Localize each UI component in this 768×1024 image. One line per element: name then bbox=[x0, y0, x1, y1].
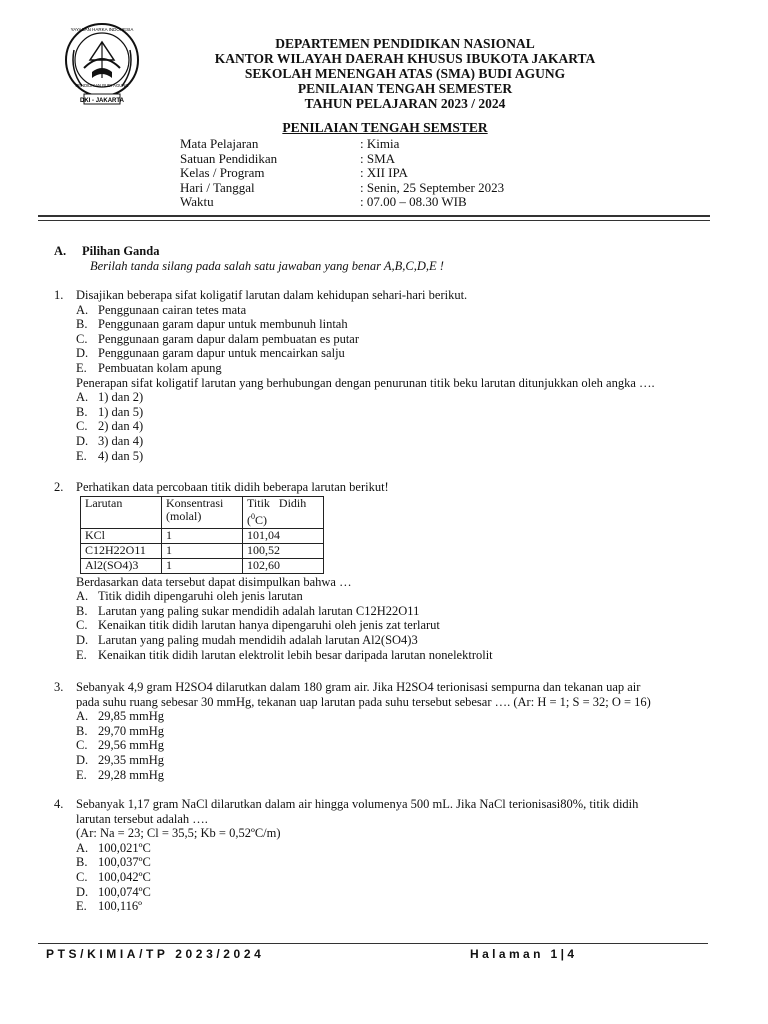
item-letter: C. bbox=[76, 331, 88, 346]
info-value: : SMA bbox=[360, 150, 396, 166]
question-constants: (Ar: Na = 23; Cl = 35,5; Kb = 0,52ºC/m) bbox=[76, 826, 281, 841]
item-letter: D. bbox=[76, 346, 89, 361]
option-letter: D. bbox=[76, 433, 89, 448]
question-prompt: Berdasarkan data tersebut dapat disimpulkan bahwa … bbox=[76, 574, 352, 589]
item-text: Penggunaan garam dapur untuk mencairkan salju bbox=[98, 346, 345, 361]
header-line-5: TAHUN PELAJARAN 2023 / 2024 bbox=[304, 96, 506, 111]
list-item bbox=[76, 361, 724, 376]
option-text: 100,037ºC bbox=[98, 855, 151, 870]
item-text: Penggunaan garam dapur untuk membunuh lintah bbox=[98, 317, 348, 332]
answer-option[interactable] bbox=[76, 768, 724, 783]
question-4 bbox=[54, 797, 724, 914]
header-line-4: PENILAIAN TENGAH SEMESTER bbox=[297, 81, 513, 96]
info-key: Kelas / Program bbox=[180, 165, 265, 180]
section-num: A. bbox=[54, 244, 67, 258]
option-letter: A. bbox=[76, 589, 89, 604]
exam-title: PENILAIAN TENGAH SEMSTER bbox=[282, 120, 488, 135]
question-prompt: Penerapan sifat koligatif larutan yang berhubungan dengan penurunan titik beku larutan ditunjukkan oleh angka …. bbox=[76, 375, 655, 390]
logo-ring-bottom: DKI - JAKARTA bbox=[80, 98, 124, 104]
option-text: Kenaikan titik didih larutan elektrolit lebih besar daripada larutan nonelektrolit bbox=[98, 647, 493, 662]
table-row bbox=[81, 528, 324, 543]
info-key: Hari / Tanggal bbox=[180, 179, 255, 195]
option-text: 1) dan 2) bbox=[98, 390, 144, 405]
option-letter: B. bbox=[76, 723, 88, 738]
table-cell: KCl bbox=[81, 528, 162, 543]
question-text: Sebanyak 4,9 gram H2SO4 dilarutkan dalam 180 gram air. Jika H2SO4 terionisasi sempurna dan tekanan uap air bbox=[76, 680, 641, 694]
option-text: Larutan yang paling sukar mendidih adalah larutan C12H22O11 bbox=[98, 603, 420, 618]
answer-option[interactable] bbox=[76, 870, 724, 885]
answer-option[interactable] bbox=[76, 841, 724, 856]
option-text: 29,28 mmHg bbox=[98, 767, 164, 782]
option-text: 29,85 mmHg bbox=[98, 709, 164, 724]
table-row bbox=[81, 543, 324, 558]
option-letter: B. bbox=[76, 404, 88, 419]
option-letter: C. bbox=[76, 738, 88, 753]
option-letter: A. bbox=[76, 390, 89, 405]
table-cell: 102,60 bbox=[243, 558, 324, 573]
answer-option[interactable] bbox=[76, 724, 724, 739]
option-text: Titik didih dipengaruhi oleh jenis larutan bbox=[98, 589, 303, 604]
footer-code: PTS/KIMIA/TP 2023/2024 bbox=[46, 947, 265, 961]
option-letter: A. bbox=[76, 709, 89, 724]
item-text: Penggunaan garam dapur dalam pembuatan es putar bbox=[98, 331, 360, 346]
header-line bbox=[247, 510, 319, 528]
table-cell: Al2(SO4)3 bbox=[81, 558, 162, 573]
item-letter: E. bbox=[76, 360, 87, 375]
question-number: 4. bbox=[54, 797, 64, 811]
option-letter: E. bbox=[76, 767, 87, 782]
section-title: Pilihan Ganda bbox=[82, 244, 160, 258]
answer-option[interactable] bbox=[76, 855, 724, 870]
header-line-3: SEKOLAH MENENGAH ATAS (SMA) BUDI AGUNG bbox=[244, 66, 566, 81]
info-key: Mata Pelajaran bbox=[180, 136, 259, 151]
answer-option[interactable] bbox=[76, 633, 724, 648]
info-row bbox=[180, 195, 504, 210]
option-text: 4) dan 5) bbox=[98, 448, 144, 463]
question-2 bbox=[54, 480, 724, 662]
item-text: Penggunaan cairan tetes mata bbox=[98, 302, 247, 317]
option-letter: E. bbox=[76, 899, 87, 914]
section-heading bbox=[54, 244, 159, 259]
header-line-2: KANTOR WILAYAH DAERAH KHUSUS IBUKOTA JAKARTA bbox=[214, 51, 596, 66]
table-cell: 100,52 bbox=[243, 543, 324, 558]
option-text: 29,35 mmHg bbox=[98, 752, 164, 767]
data-table bbox=[80, 496, 324, 574]
option-text: Larutan yang paling mudah mendidih adalah larutan Al2(SO4)3 bbox=[98, 632, 418, 647]
table-cell: 1 bbox=[162, 543, 243, 558]
divider-thick bbox=[38, 215, 710, 217]
divider-thin bbox=[38, 220, 710, 221]
item-letter: A. bbox=[76, 302, 89, 317]
item-letter: B. bbox=[76, 317, 88, 332]
option-letter: E. bbox=[76, 448, 87, 463]
question-text: Sebanyak 1,17 gram NaCl dilarutkan dalam air hingga volumenya 500 mL. Jika NaCl terionisasi80%, titik didih bbox=[76, 797, 639, 811]
header-line: Konsentrasi bbox=[166, 495, 224, 510]
table-cell: 1 bbox=[162, 528, 243, 543]
info-value: : 07.00 – 08.30 WIB bbox=[360, 194, 467, 209]
answer-option[interactable] bbox=[76, 405, 724, 420]
question-text: Perhatikan data percobaan titik didih beberapa larutan berikut! bbox=[76, 480, 389, 494]
option-letter: D. bbox=[76, 884, 89, 899]
header-line: (molal) bbox=[166, 509, 202, 524]
table-cell: C12H22O11 bbox=[81, 543, 162, 558]
option-letter: A. bbox=[76, 840, 89, 855]
option-letter: E. bbox=[76, 647, 87, 662]
logo-ring-mid: PENDIDIKAN BUDI AGUNG bbox=[75, 83, 129, 88]
info-value: : Senin, 25 September 2023 bbox=[360, 179, 505, 195]
logo-ring-top: YAYASAN HARKA INDONESIA bbox=[70, 27, 134, 32]
unit-close: C) bbox=[255, 513, 267, 528]
exam-info bbox=[180, 137, 504, 210]
answer-option[interactable] bbox=[76, 589, 724, 604]
answer-option[interactable] bbox=[76, 419, 724, 434]
table-cell: 101,04 bbox=[243, 528, 324, 543]
option-text: Kenaikan titik didih larutan hanya dipengaruhi oleh jenis zat terlarut bbox=[98, 618, 440, 633]
answer-option[interactable] bbox=[76, 434, 724, 449]
letterhead bbox=[190, 36, 620, 111]
info-row bbox=[180, 137, 504, 152]
table-cell: 1 bbox=[162, 558, 243, 573]
answer-option[interactable] bbox=[76, 390, 724, 405]
option-text: 100,042ºC bbox=[98, 869, 151, 884]
question-number: 2. bbox=[54, 480, 64, 494]
info-row bbox=[180, 166, 504, 181]
degree-sup: 0 bbox=[251, 512, 255, 522]
page-number: Halaman 1|4 bbox=[470, 947, 578, 961]
info-key: Waktu bbox=[180, 194, 214, 209]
answer-option[interactable] bbox=[76, 709, 724, 724]
section-instruction: Berilah tanda silang pada salah satu jawaban yang benar A,B,C,D,E ! bbox=[90, 259, 444, 273]
option-text: 29,56 mmHg bbox=[98, 738, 164, 753]
option-text: 100,021ºC bbox=[98, 840, 151, 855]
school-emblem-icon bbox=[62, 20, 142, 110]
info-row bbox=[180, 152, 504, 167]
table-row bbox=[81, 558, 324, 573]
list-item bbox=[76, 346, 724, 361]
answer-option[interactable] bbox=[76, 449, 724, 464]
option-text: 29,70 mmHg bbox=[98, 723, 164, 738]
option-letter: B. bbox=[76, 603, 88, 618]
question-1 bbox=[54, 288, 724, 463]
table-header bbox=[162, 496, 243, 528]
option-text: 100,074ºC bbox=[98, 884, 151, 899]
option-text: 2) dan 4) bbox=[98, 419, 144, 434]
question-text: Disajikan beberapa sifat koligatif larutan dalam kehidupan sehari-hari berikut. bbox=[76, 288, 468, 302]
option-letter: C. bbox=[76, 869, 88, 884]
table-header-row bbox=[81, 496, 324, 528]
header-line: Titik Didih bbox=[247, 495, 307, 510]
info-row bbox=[180, 181, 504, 196]
footer-divider bbox=[38, 943, 708, 944]
answer-option[interactable] bbox=[76, 738, 724, 753]
answer-option[interactable] bbox=[76, 618, 724, 633]
option-text: 1) dan 5) bbox=[98, 404, 144, 419]
list-item bbox=[76, 332, 724, 347]
option-text: 3) dan 4) bbox=[98, 433, 144, 448]
header-line-1: DEPARTEMEN PENDIDIKAN NASIONAL bbox=[275, 36, 535, 51]
item-text: Pembuatan kolam apung bbox=[98, 360, 222, 375]
option-letter: C. bbox=[76, 618, 88, 633]
option-letter: D. bbox=[76, 632, 89, 647]
answer-option[interactable] bbox=[76, 885, 724, 900]
question-text: larutan tersebut adalah …. bbox=[76, 811, 208, 826]
question-text: pada suhu ruang sebesar 30 mmHg, tekanan uap larutan pada suhu tersebut sebesar …. (Ar: H = 1; S = 32; O = 16) bbox=[76, 694, 651, 709]
table-header bbox=[243, 496, 324, 528]
list-item bbox=[76, 317, 724, 332]
question-3 bbox=[54, 680, 724, 782]
question-number: 3. bbox=[54, 680, 64, 694]
info-value: : XII IPA bbox=[360, 165, 408, 180]
info-value: : Kimia bbox=[360, 136, 400, 151]
answer-option[interactable] bbox=[76, 753, 724, 768]
question-number: 1. bbox=[54, 288, 64, 302]
answer-option[interactable] bbox=[76, 648, 724, 663]
option-text: 100,116º bbox=[98, 899, 143, 914]
answer-option[interactable] bbox=[76, 604, 724, 619]
option-letter: C. bbox=[76, 419, 88, 434]
unit-open: ( bbox=[247, 513, 251, 528]
answer-option[interactable] bbox=[76, 899, 724, 914]
info-key: Satuan Pendidikan bbox=[180, 150, 278, 166]
option-letter: D. bbox=[76, 752, 89, 767]
table-header: Larutan bbox=[81, 496, 162, 528]
option-letter: B. bbox=[76, 855, 88, 870]
list-item bbox=[76, 303, 724, 318]
